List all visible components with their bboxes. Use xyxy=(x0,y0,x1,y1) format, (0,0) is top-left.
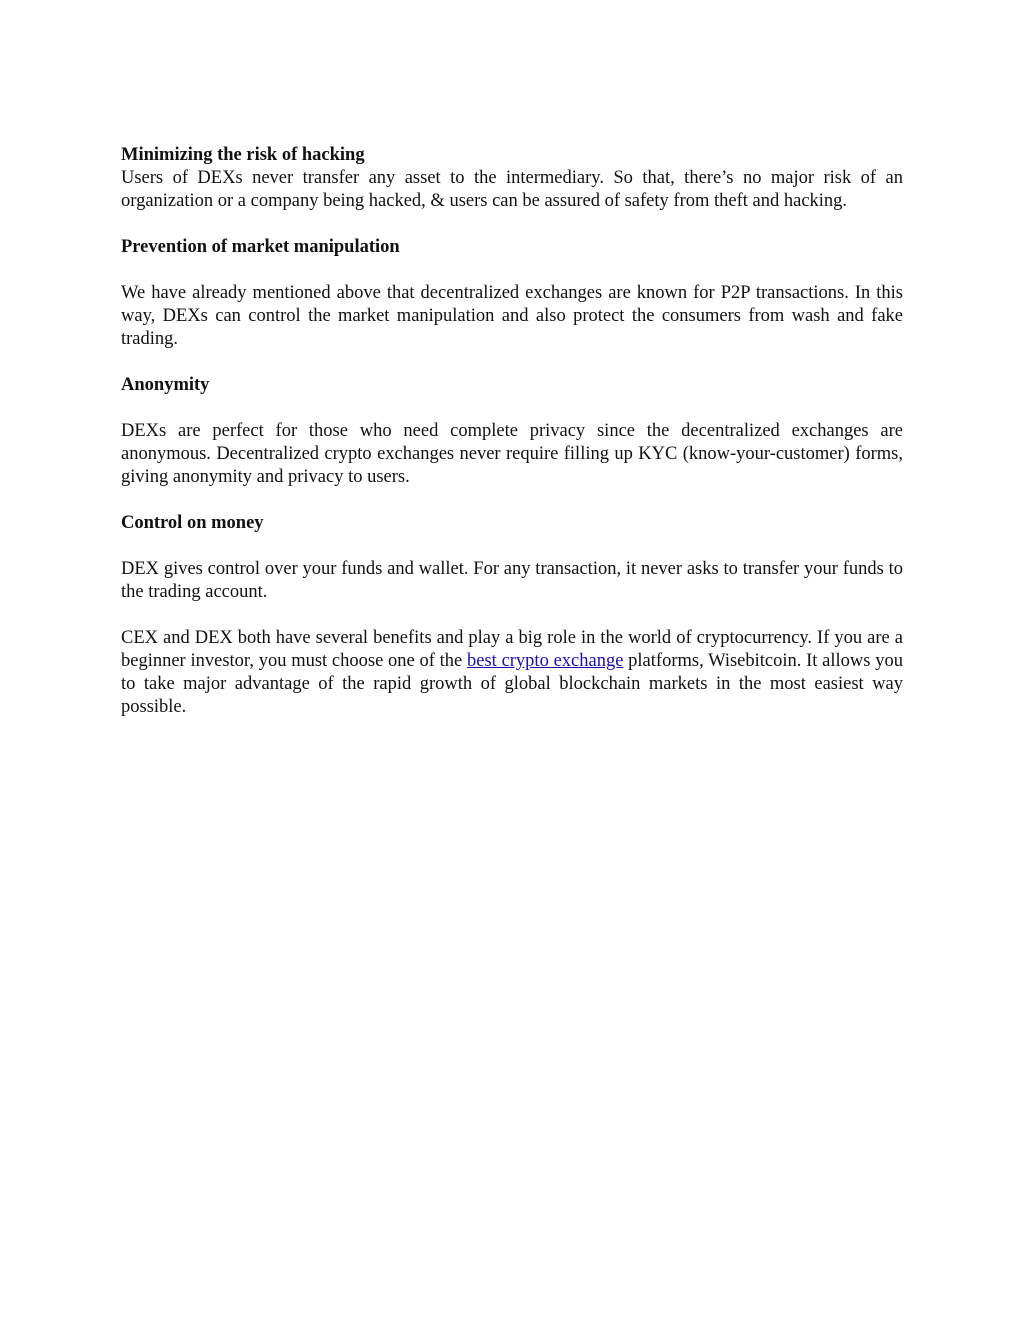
section-heading-manipulation: Prevention of market manipulation xyxy=(121,237,400,257)
paragraph-gap xyxy=(121,535,903,558)
conclusion-text-after-link: platforms, Wisebitcoin. It allows you to take major advantage of the rapid growth of global blockchain markets in the most easiest way possible. xyxy=(121,651,903,717)
paragraph-gap xyxy=(121,397,903,420)
paragraph-gap xyxy=(121,351,903,374)
section-body-anonymity: DEXs are perfect for those who need complete privacy since the decentralized exchanges are anonymous. Decentralized crypto exchanges never require filling up KYC (know-your-customer) forms, giving anonymity and privacy to users. xyxy=(121,421,903,487)
paragraph-gap xyxy=(121,259,903,282)
paragraph-gap xyxy=(121,604,903,627)
section-body-hacking: Users of DEXs never transfer any asset to the intermediary. So that, there’s no major risk of an organization or a company being hacked, & users can be assured of safety from theft and hacking. xyxy=(121,168,903,211)
section-body-manipulation: We have already mentioned above that decentralized exchanges are known for P2P transactions. In this way, DEXs can control the market manipulation and also protect the consumers from wash and fake trading. xyxy=(121,283,903,349)
section-body-control: DEX gives control over your funds and wallet. For any transaction, it never asks to transfer your funds to the trading account. xyxy=(121,559,903,602)
document-page xyxy=(121,144,903,719)
best-crypto-exchange-link[interactable]: best crypto exchange xyxy=(467,651,624,671)
paragraph-gap xyxy=(121,489,903,512)
section-heading-anonymity: Anonymity xyxy=(121,375,210,395)
section-heading-hacking: Minimizing the risk of hacking xyxy=(121,145,365,165)
section-heading-control: Control on money xyxy=(121,513,264,533)
paragraph-gap xyxy=(121,213,903,236)
conclusion-paragraph xyxy=(121,627,903,719)
conclusion-text-before-link: CEX and DEX both have several benefits and play a big role in the world of cryptocurrency. If you are a beginner investor, you must choose one of the xyxy=(121,628,903,671)
